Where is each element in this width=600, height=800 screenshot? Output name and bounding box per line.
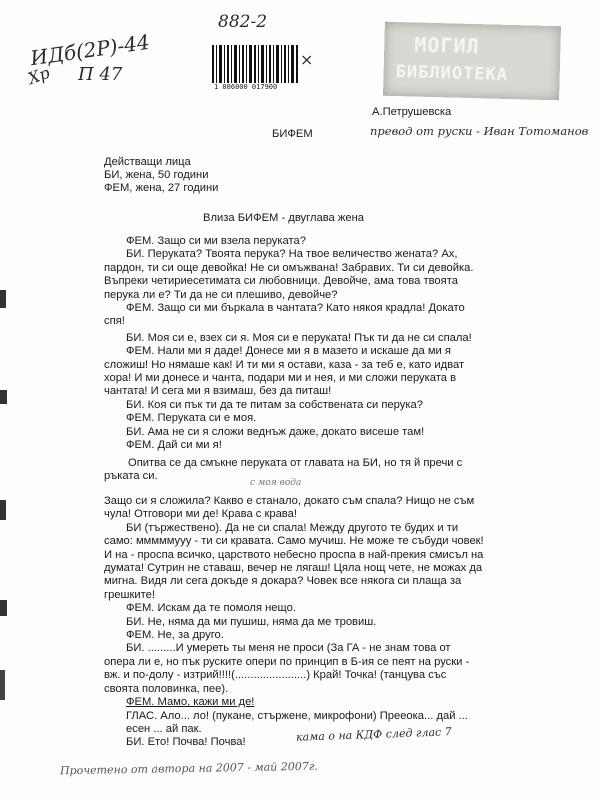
dialogue-block-1 [104,235,524,453]
barcode-x-mark: × [300,50,314,69]
dialogue-line: само: мммммууу - ти си кравата. Само мучиш. Не може те събуди човек! [104,535,484,548]
dialogue-line: чантата! И сега ми я взимаш, без да питаш! [104,385,332,398]
barcode-number: 1 006000 017900 [214,83,278,91]
dialogue-line: хора! И ми донесе и чанта, подари ми и нея, и ми сложи перуката в [104,372,457,385]
dialogue-line: ФЕМ. Перуката си е моя. [126,412,257,425]
dialogue-line: ФЕМ. Защо си ми взела перуката? [126,235,306,247]
dialogue-line: ФЕМ. Мамо, кажи ми де! [126,696,255,709]
dialogue-line: опера ли е, но пък руските опери по принцип в Б-ия се пеят на руски - [104,655,470,668]
library-stamp-line1: МОГИЛ [414,32,480,59]
dialogue-line: думата! Сутрин не ставаш, вечер не лягаш! Цяла нощ чете, не можах да [104,562,483,575]
dialogue-line: ФЕМ. Не, за друго. [126,629,224,642]
dialogue-block-2 [104,495,524,750]
stage-direction-wig-cont: ръката си. [104,470,158,482]
dialogue-line: пардон, ти си още девойка! Не си омъжвана! Забравих. Ти си девойка. [104,261,474,274]
cast-heading: Действащи лица [104,156,191,168]
dialogue-line: есен ... ай пак. [126,722,202,735]
dialogue-line: ФЕМ. Защо си ми бъркала в чантата? Като някоя крадла! Докато [126,302,465,315]
dialogue-line: БИ. Не, няма да ми пушиш, няма да ме тровиш. [126,615,377,628]
handwritten-mark: Хр [25,62,53,89]
handwritten-sub-code: П 47 [78,64,123,85]
dialogue-line: БИ (тържествено). Да не си спала! Между другото те будих и ти [126,521,459,534]
handwritten-code: ИДб(2Р)-44 [28,29,151,71]
dialogue-line: своята половинка, пее). [104,682,229,695]
author-name: А.Петрушевска [372,106,452,118]
stage-direction-wig: Опитва се да смъкне перуката от главата на БИ, но тя й пречи с [128,457,463,469]
dialogue-line: БИ. Ето! Почва! Почва! [126,736,246,749]
dialogue-line: ФЕМ. Нали ми я даде! Донесе ми я в мазето и искаше да ми я [126,345,451,358]
dialogue-line: сложиш! Но нямаше как! И ти ми я остави, каза - за теб е, като идват [104,358,465,371]
stage-direction-entrance: Влиза БИФЕМ - двуглава жена [203,212,364,224]
binding-edge-marks [0,250,20,770]
dialogue-line: ГЛАС. Ало... ло! (пукане, стържене, микрофони) Прееока... дай ... [126,709,468,722]
dialogue-line: перука ли е? Ти да не си плешиво, девойче? [104,288,338,301]
cast-line-1: БИ, жена, 50 години [104,169,209,181]
dialogue-line: БИ. .........И умереть ты меня не проси (За ГА - не знам това от [126,642,451,655]
library-stamp-line2: БИБЛИОТЕКА [395,62,509,85]
dialogue-line: мигна. Видя ли сега докъде я докара? Човек все някога си плаща за [104,575,462,588]
dialogue-line: Защо си я сложила? Какво е станало, докато съм спала? Нищо не съм [104,495,475,507]
dialogue-line: грешките! [104,588,155,601]
dialogue-line: БИ. Моя си е, взех си я. Моя си е перуката! Пък ти да не си спала! [126,331,472,344]
handwritten-number: 882-2 [218,12,268,32]
inline-handwritten-note: с моя вода [250,478,302,488]
dialogue-line: Въпреки четириесетимата си любовници. Девойче, ама това твоята [104,275,458,288]
bottom-right-handwritten-note: кама о на КДФ след глас 7 [295,725,452,744]
barcode [212,45,298,83]
dialogue-line: БИ. Ама не си я сложи веднъж даже, докато висеше там! [126,425,425,438]
dialogue-line: ФЕМ. Искам да те помоля нещо. [126,602,296,615]
dialogue-line: чула! Отговори ми де! Крава с крава! [104,508,297,521]
document-title: БИФЕМ [272,128,313,140]
dialogue-line: ФЕМ. Дай си ми я! [126,439,222,452]
dialogue-line: БИ. Перуката? Твоята перука? На твое величество жената? Ах, [126,248,458,261]
footer-handwritten-note: Прочетено от автора на 2007 - май 2007г. [59,759,318,778]
cast-line-2: ФЕМ, жена, 27 години [104,182,219,194]
library-stamp [383,22,561,101]
dialogue-line: БИ. Коя си пък ти да те питам за собствената си перука? [126,398,423,411]
dialogue-line: вж. и по-долу - изтрий!!!!(.......................) Край! Точка! (танцува със [104,669,447,682]
dialogue-line: спя! [104,315,125,328]
translator-note: превод от руски - Иван Тотоманов [370,124,589,138]
dialogue-line: И на - проспа всичко, царството небесно проспа в най-прекия смисъл на [104,548,484,561]
